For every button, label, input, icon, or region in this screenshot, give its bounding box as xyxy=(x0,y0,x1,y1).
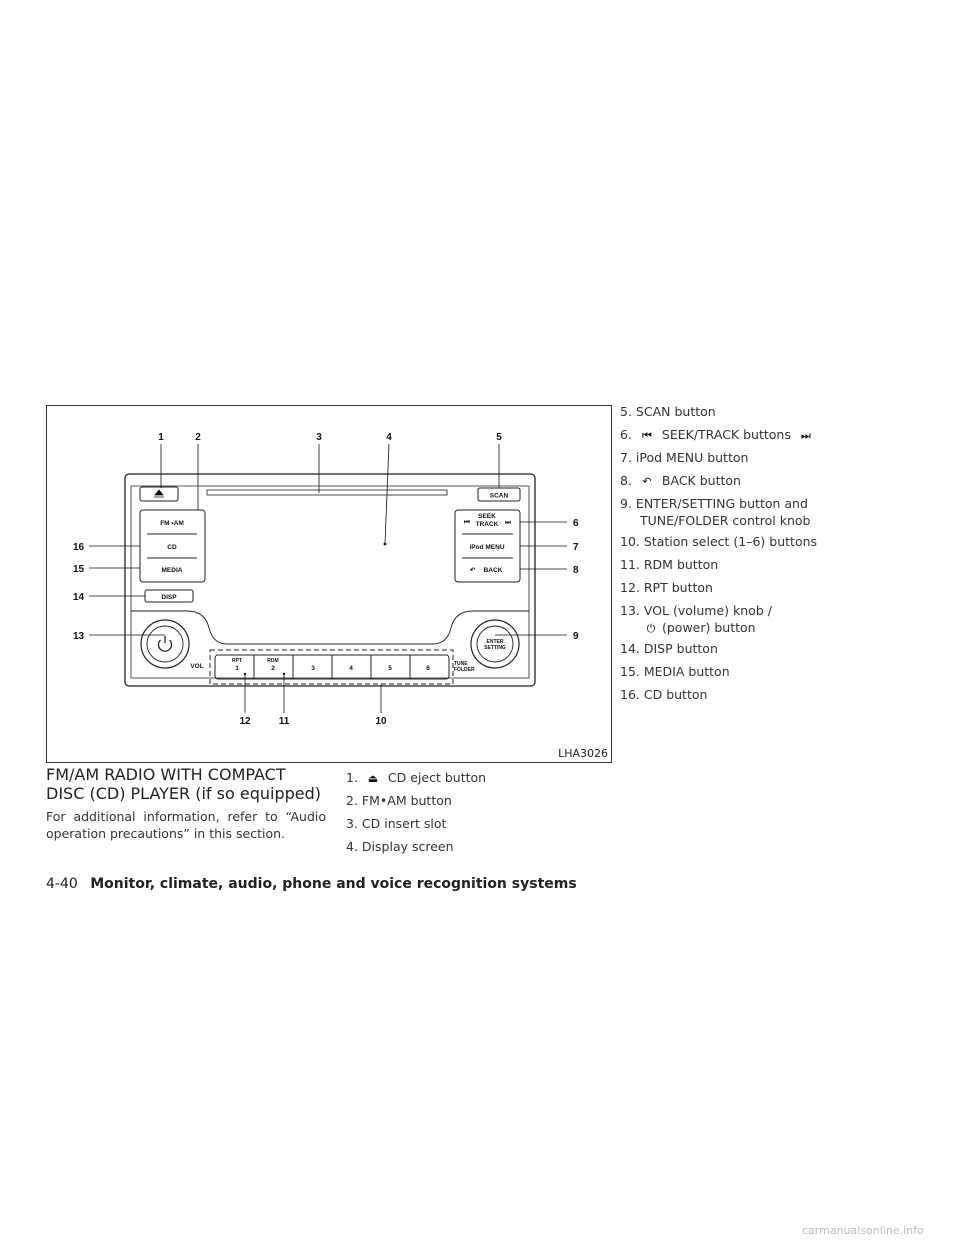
intro-paragraph: For additional information, refer to “Audio operation precautions” in this section. xyxy=(46,809,326,841)
seek-forward-icon: ⏭ xyxy=(800,429,811,442)
callout-4: 4 xyxy=(386,432,392,443)
callout-2: 2 xyxy=(195,432,201,443)
preset-5: 5 xyxy=(388,665,392,672)
leader-lines xyxy=(89,444,567,713)
section-heading xyxy=(46,765,336,803)
cd-label: CD xyxy=(167,544,177,551)
callout-3: 3 xyxy=(316,432,322,443)
preset-1: 1 xyxy=(235,665,239,672)
preset-2: 2 xyxy=(271,665,275,672)
eject-icon: ⏏ xyxy=(367,772,379,785)
preset-3: 3 xyxy=(311,665,315,672)
rdm-label: RDM xyxy=(267,658,279,664)
back-arrow-icon: ↶ xyxy=(470,567,476,574)
parts-list-left xyxy=(346,769,486,861)
seek-back-icon: ⏮ xyxy=(641,429,652,442)
parts-list-right xyxy=(620,403,920,709)
figure-code: LHA3026 xyxy=(558,747,608,760)
audio-unit-figure xyxy=(46,405,612,763)
callout-6: 6 xyxy=(573,518,579,529)
callout-13: 13 xyxy=(73,631,85,642)
heading-line-1: FM/AM RADIO WITH COMPACT xyxy=(46,765,286,784)
disp-label: DISP xyxy=(161,594,177,601)
power-icon: ⏻ xyxy=(646,622,656,635)
list-item: 9. ENTER/SETTING button and TUNE/FOLDER control knob xyxy=(620,496,811,528)
vol-knob xyxy=(141,620,189,668)
rpt-label: RPT xyxy=(232,658,242,664)
back-arrow-icon: ↶ xyxy=(642,475,652,488)
watermark: carmanualsonline.info xyxy=(802,1224,924,1237)
callout-10: 10 xyxy=(375,716,387,727)
eject-icon xyxy=(154,490,164,497)
callout-7: 7 xyxy=(573,542,579,553)
preset-4: 4 xyxy=(349,665,353,672)
seek-back-icon: ⏮ xyxy=(464,519,470,526)
list-item: 10. Station select (1–6) buttons xyxy=(620,534,818,549)
enter-label: ENTER xyxy=(486,639,504,645)
back-label: BACK xyxy=(483,567,503,574)
callout-8: 8 xyxy=(573,565,579,576)
list-item: 7. iPod MENU button xyxy=(620,450,749,465)
page-number: 4-40 xyxy=(46,876,78,892)
list-item: 16. CD button xyxy=(620,687,708,702)
list-item: 1. ⏏ CD eject button xyxy=(346,770,487,785)
chapter-title: Monitor, climate, audio, phone and voice recognition systems xyxy=(90,876,577,892)
callout-11: 11 xyxy=(278,716,290,727)
page-footer xyxy=(46,876,577,892)
setting-label: SETTING xyxy=(484,645,506,651)
list-item: 3. CD insert slot xyxy=(346,816,447,831)
list-item: 6. ⏮ SEEK/TRACK buttons ⏭ xyxy=(620,426,920,449)
list-item: 2. FM•AM button xyxy=(346,793,452,808)
seek-forward-icon: ⏭ xyxy=(505,519,511,526)
track-label: TRACK xyxy=(475,521,499,528)
display-screen xyxy=(384,543,387,546)
list-item: 8. ↶ BACK button xyxy=(620,473,741,488)
list-item: 4. Display screen xyxy=(346,839,454,854)
seek-label: SEEK xyxy=(478,513,496,520)
callout-12: 12 xyxy=(239,716,251,727)
list-item: 15. MEDIA button xyxy=(620,664,730,679)
ipod-menu-label: iPod MENU xyxy=(469,544,505,551)
list-item: 5. SCAN button xyxy=(620,404,716,419)
scan-label: SCAN xyxy=(489,492,509,500)
list-item: 14. DISP button xyxy=(620,641,718,656)
cd-slot xyxy=(207,490,447,495)
media-label: MEDIA xyxy=(161,567,183,574)
tune-label: TUNE xyxy=(454,661,468,667)
folder-label: FOLDER xyxy=(454,667,475,673)
list-item: 12. RPT button xyxy=(620,580,713,595)
list-item: 13. VOL (volume) knob / ⏻ (power) button xyxy=(620,603,772,635)
callout-5: 5 xyxy=(496,432,502,443)
fm-am-label: FM •AM xyxy=(160,520,184,527)
heading-line-2: DISC (CD) PLAYER (if so equipped) xyxy=(46,784,321,803)
callout-16: 16 xyxy=(73,542,85,553)
callout-1: 1 xyxy=(158,432,164,443)
preset-6: 6 xyxy=(426,665,430,672)
audio-unit-diagram xyxy=(47,406,611,762)
callout-14: 14 xyxy=(73,592,85,603)
callout-9: 9 xyxy=(573,631,579,642)
list-item: 11. RDM button xyxy=(620,557,719,572)
callout-15: 15 xyxy=(73,564,85,575)
vol-label: VOL xyxy=(190,663,204,670)
